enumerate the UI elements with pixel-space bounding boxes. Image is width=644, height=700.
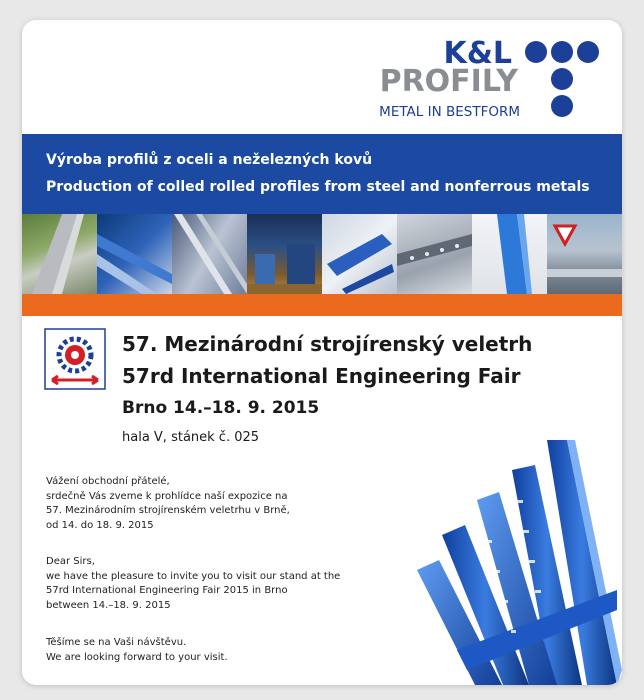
- text-line: od 14. do 18. 9. 2015: [46, 519, 154, 531]
- fair-title-en: 57rd International Engineering Fair: [122, 364, 521, 388]
- photo-road-barrier: [547, 214, 622, 294]
- banner-line-en: Production of colled rolled profiles from steel and nonferrous metals: [46, 179, 590, 195]
- photo-factory: [247, 214, 322, 294]
- closing-text: [46, 636, 228, 665]
- text-line: 57. Mezinárodním strojírenském veletrhu v Brně,: [46, 505, 290, 516]
- text-line: We are looking forward to your visit.: [46, 651, 228, 663]
- logo-brand-bottom: PROFILY: [379, 64, 518, 99]
- product-photo-strip: [22, 214, 622, 294]
- text-line: between 14.–18. 9. 2015: [46, 599, 171, 611]
- photo-blue-profiles: [97, 214, 172, 294]
- invitation-text-en: [46, 555, 340, 613]
- photo-blue-parts: [322, 214, 397, 294]
- invitation-card: [22, 20, 622, 685]
- photo-guardrail: [22, 214, 97, 294]
- company-logo: [22, 20, 622, 134]
- orange-divider: [22, 294, 622, 316]
- logo-dots-icon: [522, 38, 612, 118]
- text-line: Vážení obchodní přátelé,: [46, 476, 170, 487]
- fair-date: Brno 14.–18. 9. 2015: [122, 398, 320, 418]
- text-line: we have the pleasure to invite you to visit our stand at the: [46, 570, 341, 582]
- logo-tagline: METAL IN BESTFORM: [379, 104, 520, 120]
- headline-banner: [22, 134, 622, 214]
- fair-title-cz: 57. Mezinárodní strojírenský veletrh: [122, 332, 533, 356]
- steel-profiles-illustration: [417, 440, 622, 685]
- invitation-text-cz: [46, 475, 290, 533]
- photo-blue-post: [472, 214, 547, 294]
- text-line: srdečně Vás zveme k prohlídce naší expozice na: [46, 490, 288, 502]
- text-line: 57rd International Engineering Fair 2015 in Brno: [46, 585, 288, 596]
- text-line: Dear Sirs,: [46, 556, 95, 567]
- fair-stand: hala V, stánek č. 025: [122, 430, 260, 445]
- photo-steel-rods: [172, 214, 247, 294]
- photo-perforated-profile: [397, 214, 472, 294]
- logo-brand-top: K&L: [443, 36, 512, 71]
- fair-logo-icon: [44, 328, 106, 390]
- text-line: Těšíme se na Vaši návštěvu.: [46, 637, 187, 648]
- banner-line-cz: Výroba profilů z oceli a neželezných kovů: [46, 152, 373, 168]
